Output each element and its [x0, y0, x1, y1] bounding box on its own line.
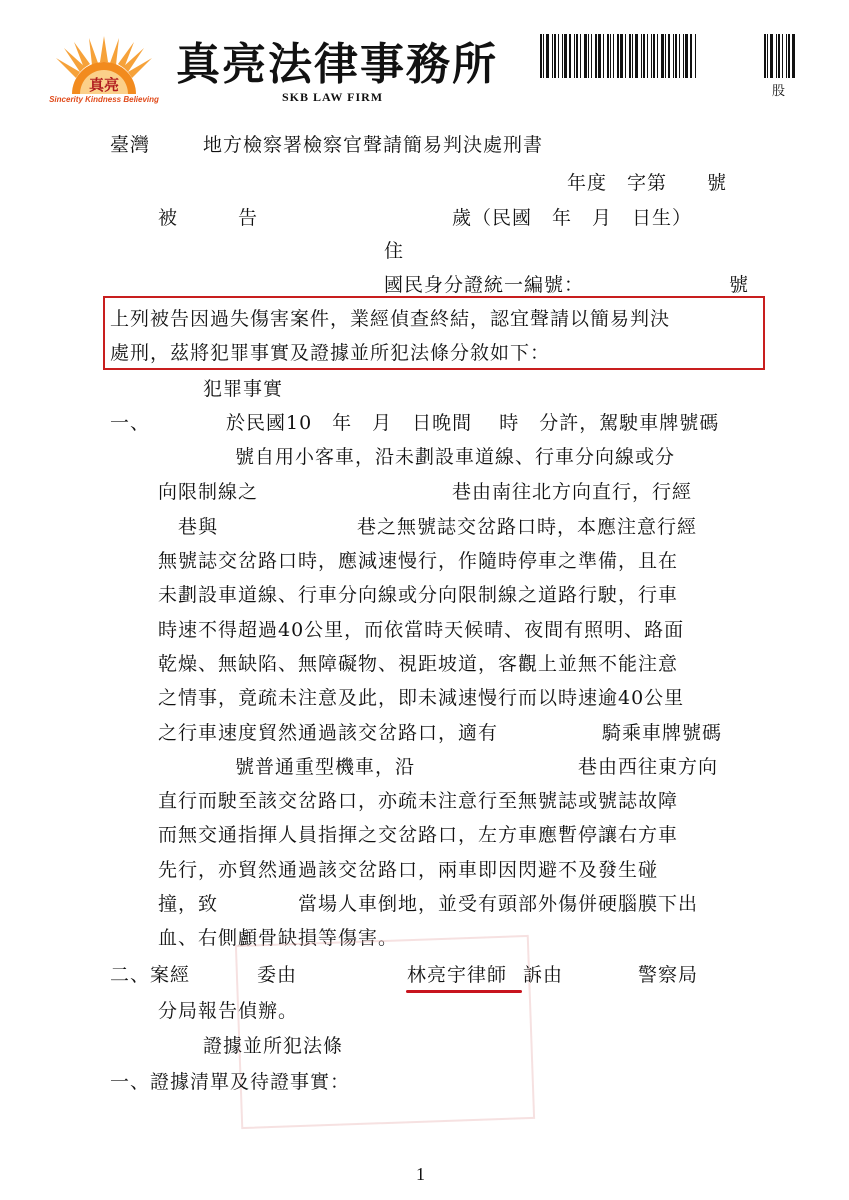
item-2-entrust: 委由: [257, 964, 298, 986]
firm-name-zh: 真亮法律事務所: [176, 39, 498, 90]
birth-line: 歲（民國 年 月 日生）: [452, 207, 693, 229]
barcode-bar: [764, 34, 766, 78]
barcode-bar: [552, 34, 553, 78]
barcode-bar: [776, 34, 777, 78]
barcode-bar: [574, 34, 575, 78]
barcode-bar: [786, 34, 787, 78]
facts-line: 巷之無號誌交岔路口時，本應注意行經: [357, 516, 698, 538]
barcode-bar: [607, 34, 609, 78]
barcode-bar: [695, 34, 696, 78]
address-label: 住: [384, 240, 405, 262]
defendant-label: 被 告: [158, 207, 259, 229]
title-prefix: 臺灣: [110, 134, 151, 156]
barcode-bar: [788, 34, 790, 78]
barcode-bar: [595, 34, 597, 78]
facts-line: 撞，致: [158, 893, 219, 915]
id-suffix: 號: [729, 274, 750, 296]
facts-line: 當場人車倒地，並受有頭部外傷併硬腦膜下出: [298, 893, 699, 915]
barcode-bar: [562, 34, 563, 78]
barcode-bar: [673, 34, 674, 78]
barcode-bar: [584, 34, 587, 78]
facts-line: 於民國10 年 月 日晚間 時 分許，駕駛車牌號碼: [226, 412, 720, 434]
item-2-line-2: 分局報告偵辦。: [158, 1000, 299, 1022]
item-2-police: 警察局: [638, 964, 699, 986]
case-number: 年度 字第 號: [567, 172, 728, 194]
facts-line: 之行車速度貿然通過該交岔路口，適有: [158, 722, 499, 744]
page-number: 1: [416, 1164, 425, 1184]
facts-line: 血、右側顱骨缺損等傷害。: [158, 927, 399, 949]
barcode-bar: [554, 34, 556, 78]
barcode-left: [540, 34, 710, 78]
barcode-bar: [643, 34, 645, 78]
barcode-bar: [651, 34, 652, 78]
barcode-bar: [635, 34, 638, 78]
logo-slogan: Sincerity Kindness Believing: [49, 95, 159, 104]
barcode-bar: [588, 34, 589, 78]
lawyer-underline: [406, 990, 522, 993]
facts-line: 直行而駛至該交岔路口，亦疏未注意行至無號誌或號誌故障: [158, 790, 679, 812]
barcode-bar: [657, 34, 658, 78]
item-2-complaint: 訴由: [523, 964, 564, 986]
facts-line: 未劃設車道線、行車分向線或分向限制線之道路行駛，行車: [158, 584, 679, 606]
barcode-bar: [558, 34, 559, 78]
barcode-bar: [620, 34, 623, 78]
id-line: 國民身分證統一編號：: [384, 274, 585, 296]
facts-line: 騎乘車牌號碼: [602, 722, 723, 744]
evidence-item-1: 一、證據清單及待證事實：: [110, 1071, 351, 1093]
barcode-bar: [632, 34, 633, 78]
item-1-label: 一、: [110, 412, 151, 434]
barcode-bar: [617, 34, 619, 78]
barcode-bar: [770, 34, 773, 78]
firm-logo: [44, 32, 164, 104]
firm-name-en: SKB LAW FIRM: [282, 90, 384, 104]
barcode-bar: [647, 34, 648, 78]
barcode-bar: [625, 34, 626, 78]
facts-line: 乾燥、無缺陷、無障礙物、視距坡道，客觀上並無不能注意: [158, 653, 679, 675]
barcode-bar: [685, 34, 688, 78]
barcode-bar: [792, 34, 795, 78]
facts-line: 而無交通指揮人員指揮之交岔路口，左方車應暫停讓右方車: [158, 824, 679, 846]
barcode-bar: [543, 34, 544, 78]
facts-line: 時速不得超過40公里，而依當時天候晴、夜間有照明、路面: [158, 619, 685, 641]
barcode-bar: [653, 34, 655, 78]
facts-line: 先行，亦貿然通過該交岔路口，兩車即因閃避不及發生碰: [158, 859, 659, 881]
barcode-bar: [580, 34, 581, 78]
facts-line: 之情事，竟疏未注意及此，即未減速慢行而以時速逾40公里: [158, 687, 685, 709]
document-title: 地方檢察署檢察官聲請簡易判決處刑書: [203, 134, 544, 156]
barcode-bar: [569, 34, 571, 78]
intro-line-2: 處刑，茲將犯罪事實及證據並所犯法條分敘如下：: [110, 342, 551, 364]
facts-line: 號普通重型機車，沿: [235, 756, 416, 778]
barcode-bar: [679, 34, 680, 78]
barcode-bar: [613, 34, 614, 78]
barcode-bar: [629, 34, 631, 78]
barcode-bar: [683, 34, 684, 78]
barcode-bar: [546, 34, 549, 78]
facts-line: 號自用小客車，沿未劃設車道線、行車分向線或分: [235, 446, 676, 468]
barcode-bar: [598, 34, 601, 78]
barcode-bar: [767, 34, 768, 78]
item-2-label: 二、案經: [110, 964, 191, 986]
barcode-bar: [576, 34, 578, 78]
barcode-bar: [591, 34, 592, 78]
facts-line: 巷由西往東方向: [578, 756, 719, 778]
intro-line-1: 上列被告因過失傷害案件，業經偵查終結，認宜聲請以簡易判決: [110, 308, 671, 330]
item-2-lawyer: 林亮宇律師: [407, 964, 508, 986]
barcode-bar: [690, 34, 692, 78]
barcode-bar: [603, 34, 604, 78]
barcode-bar: [661, 34, 664, 78]
facts-line: 巷由南往北方向直行，行經: [452, 481, 693, 503]
barcode-bar: [675, 34, 677, 78]
barcode-bar: [665, 34, 666, 78]
facts-line: 無號誌交岔路口時，應減速慢行，作隨時停車之準備，且在: [158, 550, 679, 572]
barcode-bar: [540, 34, 542, 78]
facts-line: 向限制線之: [158, 481, 259, 503]
barcode-right: [764, 34, 804, 78]
barcode-bar: [564, 34, 567, 78]
barcode-bar: [610, 34, 611, 78]
barcode-bar: [641, 34, 642, 78]
barcode-bar: [778, 34, 780, 78]
logo-text: 真亮: [88, 76, 120, 94]
section-facts-heading: 犯罪事實: [203, 378, 284, 400]
facts-line: 巷與: [178, 516, 219, 538]
section-evidence-heading: 證據並所犯法條: [203, 1035, 344, 1057]
barcode-bar: [782, 34, 783, 78]
stock-label: 股: [772, 84, 786, 99]
barcode-bar: [668, 34, 670, 78]
